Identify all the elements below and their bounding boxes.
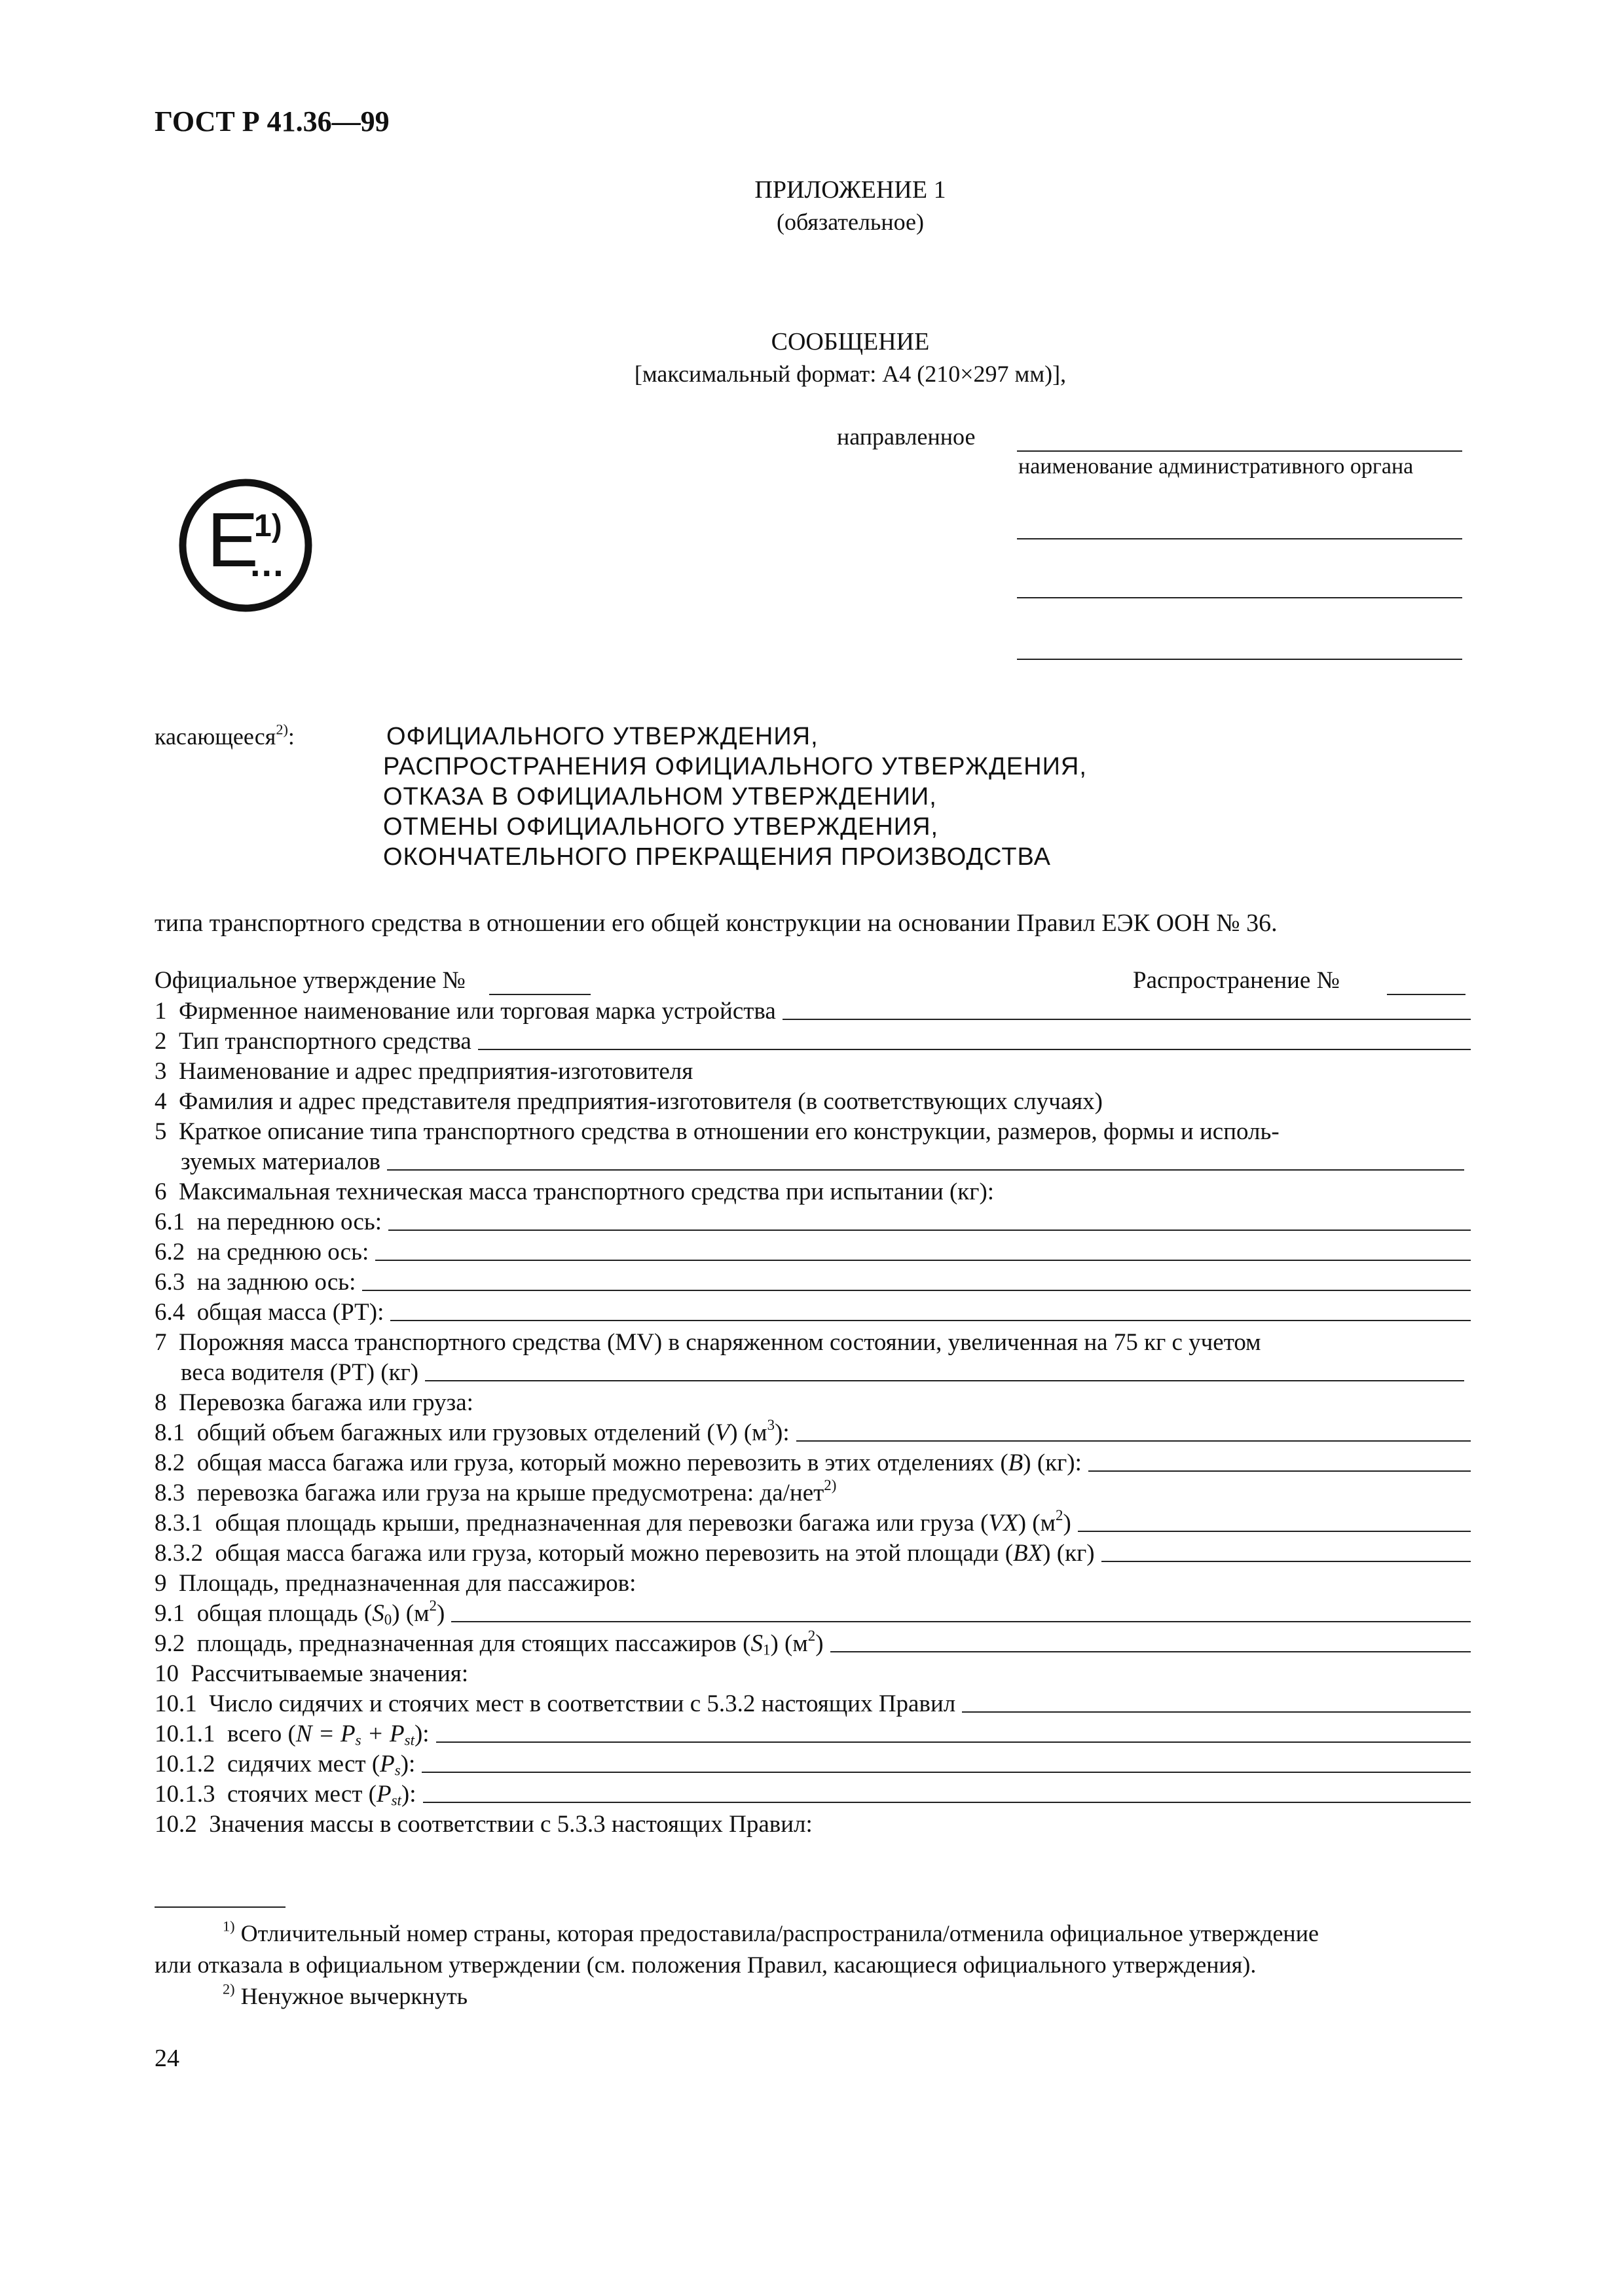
annex-status: (обязательное) bbox=[777, 209, 924, 235]
concerning-option-2: РАСПРОСТРАНЕНИЯ ОФИЦИАЛЬНОГО УТВЕРЖДЕНИЯ, bbox=[383, 753, 1087, 780]
item-8-3-1-field[interactable] bbox=[1078, 1531, 1471, 1532]
item-8-2-field[interactable] bbox=[1088, 1470, 1471, 1472]
addressee-line-3[interactable] bbox=[1017, 597, 1462, 598]
item-8-3: 8.3 перевозка багажа или груза на крыше предусмотрена: да/нет$^{2)}$ bbox=[155, 1476, 837, 1506]
item-8-3-1: 8.3.1 общая площадь крыши, предназначенная для перевозки багажа или груза (VX) $(м^2)$ bbox=[155, 1507, 1471, 1537]
e-mark-superscript: 1) bbox=[254, 509, 282, 543]
addressee-caption: наименование административного органа bbox=[1018, 454, 1414, 479]
item-6-2: 6.2 на среднюю ось: bbox=[155, 1236, 1471, 1266]
item-10: 10 Рассчитываемые значения: bbox=[155, 1660, 469, 1687]
footnote-1: $^{1)}$ Отличительный номер страны, которая предоставила/распространила/отменила официальное утверждение bbox=[223, 1918, 1319, 1946]
item-2: 2 Тип транспортного средства bbox=[155, 1025, 1471, 1055]
item-7-field[interactable] bbox=[425, 1380, 1464, 1381]
extension-number-label: Распространение № bbox=[1133, 967, 1340, 994]
item-8-1-field[interactable] bbox=[796, 1440, 1471, 1442]
item-4: 4 Фамилия и адрес представителя предприятия-изготовителя (в соответствующих случаях) bbox=[155, 1088, 1103, 1115]
addressee-line-4[interactable] bbox=[1017, 659, 1462, 660]
concerning-option-1: ОФИЦИАЛЬНОГО УТВЕРЖДЕНИЯ, bbox=[386, 723, 819, 750]
item-8-2: 8.2 общая масса багажа или груза, который можно перевозить в этих отделениях (B) (кг): bbox=[155, 1447, 1471, 1477]
subject-line: типа транспортного средства в отношении его общей конструкции на основании Правил ЕЭК ООН № 36. bbox=[155, 909, 1278, 937]
footnote-separator bbox=[155, 1906, 286, 1908]
approval-number-label: Официальное утверждение № bbox=[155, 967, 466, 994]
item-8-1: 8.1 общий объем багажных или грузовых отделений (V) $(м^3)$: bbox=[155, 1417, 1471, 1447]
item-10-1: 10.1 Число сидячих и стоячих мест в соответствии с 5.3.2 настоящих Правил bbox=[155, 1688, 1471, 1718]
item-9-2-field[interactable] bbox=[830, 1651, 1471, 1652]
concerning-option-3: ОТКАЗА В ОФИЦИАЛЬНОМ УТВЕРЖДЕНИИ, bbox=[383, 783, 937, 811]
item-7: 7 Порожняя масса транспортного средства (MV) в снаряженном состоянии, увеличенная на 75 кг с учетом bbox=[155, 1329, 1261, 1356]
item-6-4-field[interactable] bbox=[390, 1320, 1471, 1321]
addressee-label: направленное bbox=[837, 424, 976, 450]
document-header: ГОСТ Р 41.36—99 bbox=[155, 105, 390, 137]
approval-mark-stamp bbox=[177, 477, 314, 614]
item-6-2-field[interactable] bbox=[375, 1260, 1471, 1261]
message-title: СООБЩЕНИЕ bbox=[771, 328, 930, 355]
item-6-1-field[interactable] bbox=[388, 1230, 1471, 1231]
item-9-2: 9.2 площадь, предназначенная для стоящих пассажиров $(S_1)$ $(м^2)$ bbox=[155, 1628, 1471, 1658]
item-10-1-field[interactable] bbox=[962, 1711, 1471, 1713]
footnote-2: $^{2)}$ Ненужное вычеркнуть bbox=[223, 1980, 468, 2009]
item-10-1-3-field[interactable] bbox=[423, 1802, 1471, 1803]
item-6: 6 Максимальная техническая масса транспортного средства при испытании (кг): bbox=[155, 1178, 995, 1205]
item-6-3: 6.3 на заднюю ось: bbox=[155, 1266, 1471, 1296]
item-5-continuation: зуемых материалов bbox=[181, 1146, 1464, 1176]
concerning-option-5: ОКОНЧАТЕЛЬНОГО ПРЕКРАЩЕНИЯ ПРОИЗВОДСТВА bbox=[383, 843, 1051, 871]
addressee-line[interactable] bbox=[1017, 450, 1462, 452]
item-8: 8 Перевозка багажа или груза: bbox=[155, 1389, 473, 1416]
item-5-field[interactable] bbox=[387, 1169, 1464, 1171]
item-6-3-field[interactable] bbox=[362, 1290, 1471, 1291]
addressee-line-2[interactable] bbox=[1017, 538, 1462, 539]
item-10-1-1: 10.1.1 всего $(N = P_s + P_{st})$: bbox=[155, 1718, 1471, 1748]
item-8-3-2-field[interactable] bbox=[1101, 1561, 1471, 1562]
concerning-option-4: ОТМЕНЫ ОФИЦИАЛЬНОГО УТВЕРЖДЕНИЯ, bbox=[383, 813, 939, 841]
concerning-label: касающееся$^{2)}$: bbox=[155, 721, 295, 750]
item-7-continuation: веса водителя (РТ) (кг) bbox=[181, 1357, 1464, 1387]
item-9: 9 Площадь, предназначенная для пассажиров: bbox=[155, 1570, 636, 1597]
item-6-4: 6.4 общая масса (РТ): bbox=[155, 1296, 1471, 1326]
message-format: [максимальный формат: А4 (210×297 мм)], bbox=[634, 361, 1067, 387]
item-10-1-2: 10.1.2 сидячих мест $(P_s)$: bbox=[155, 1748, 1471, 1778]
item-8-3-2: 8.3.2 общая масса багажа или груза, который можно перевозить на этой площади (BX) (кг) bbox=[155, 1537, 1471, 1567]
item-9-1-field[interactable] bbox=[451, 1621, 1471, 1622]
item-1: 1 Фирменное наименование или торговая марка устройства bbox=[155, 995, 1471, 1025]
item-10-1-2-field[interactable] bbox=[422, 1772, 1471, 1773]
item-10-1-1-field[interactable] bbox=[436, 1741, 1471, 1743]
annex-title: ПРИЛОЖЕНИЕ 1 bbox=[754, 176, 946, 204]
item-6-1: 6.1 на переднюю ось: bbox=[155, 1206, 1471, 1236]
item-10-2: 10.2 Значения массы в соответствии с 5.3.3 настоящих Правил: bbox=[155, 1811, 813, 1838]
item-3: 3 Наименование и адрес предприятия-изготовителя bbox=[155, 1058, 693, 1085]
item-5: 5 Краткое описание типа транспортного средства в отношении его конструкции, размеров, формы и исполь- bbox=[155, 1118, 1280, 1145]
footnote-1-continuation: или отказала в официальном утверждении (см. положения Правил, касающиеся официального утверждения). bbox=[155, 1952, 1257, 1978]
item-9-1: 9.1 общая площадь $(S_0)$ $(м^2)$ bbox=[155, 1597, 1471, 1628]
page-number: 24 bbox=[155, 2045, 179, 2072]
e-mark-dots: ... bbox=[250, 543, 285, 584]
e-mark-letter: E bbox=[207, 497, 259, 583]
item-10-1-3: 10.1.3 стоячих мест $(P_{st})$: bbox=[155, 1778, 1471, 1808]
item-1-field[interactable] bbox=[783, 1019, 1471, 1020]
item-2-field[interactable] bbox=[478, 1049, 1471, 1050]
